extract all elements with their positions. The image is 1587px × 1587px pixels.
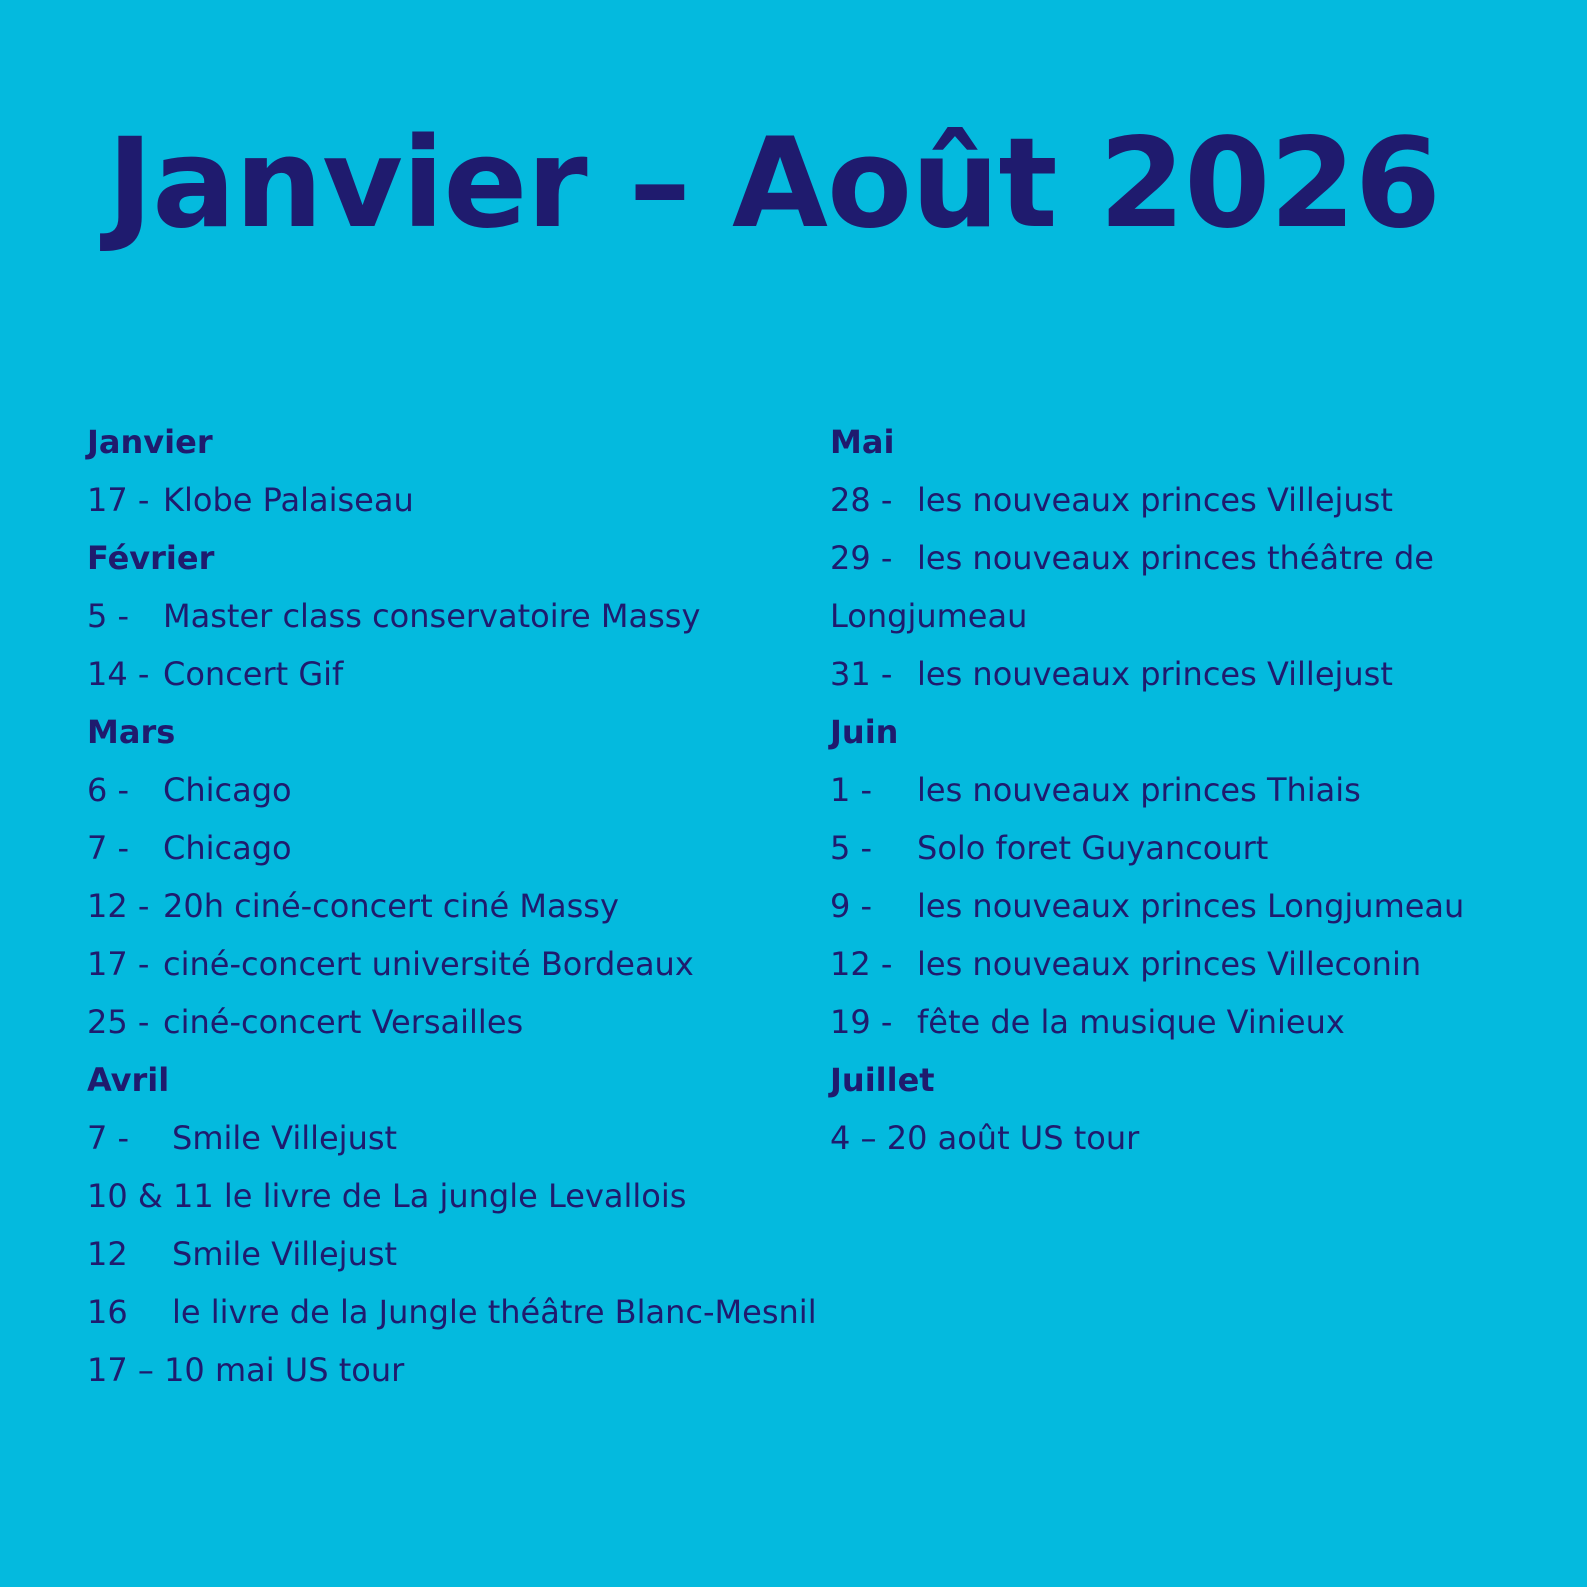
month-heading-fevrier: Février xyxy=(87,539,215,577)
page-title: Janvier – Août 2026 xyxy=(106,112,1440,256)
event-text: Master class conservatoire Massy xyxy=(163,597,701,635)
event-day: 12 - xyxy=(87,887,150,925)
month-heading-juillet: Juillet xyxy=(830,1061,935,1099)
month-heading-janvier: Janvier xyxy=(87,423,213,461)
event-item xyxy=(830,645,1550,703)
event-text: les nouveaux princes théâtre de xyxy=(917,539,1434,577)
event-item xyxy=(830,529,1550,587)
event-item xyxy=(87,1341,827,1399)
event-day: 6 - xyxy=(87,771,130,809)
month-heading-mai: Mai xyxy=(830,423,895,461)
event-day: 17 - xyxy=(87,945,150,983)
event-day: 7 - xyxy=(87,829,130,867)
event-day: 25 - xyxy=(87,1003,150,1041)
month-heading-mars: Mars xyxy=(87,713,176,751)
event-text: Solo foret Guyancourt xyxy=(917,829,1269,867)
event-text: Smile Villejust xyxy=(172,1119,398,1157)
event-text: Chicago xyxy=(163,771,292,809)
event-item xyxy=(87,645,827,703)
event-text: Smile Villejust xyxy=(172,1235,398,1273)
right-column xyxy=(830,413,1550,1167)
left-column xyxy=(87,413,827,1399)
event-item xyxy=(87,819,827,877)
event-text: ciné-concert Versailles xyxy=(163,1003,524,1041)
event-item xyxy=(87,993,827,1051)
event-text: ciné-concert université Bordeaux xyxy=(163,945,694,983)
event-item xyxy=(830,877,1550,935)
event-day: 28 - xyxy=(830,481,893,519)
event-day: 1 - xyxy=(830,771,873,809)
event-item xyxy=(87,1283,827,1341)
event-day: 5 - xyxy=(830,829,873,867)
event-item xyxy=(830,761,1550,819)
event-day: 7 - xyxy=(87,1119,130,1157)
month-heading-avril: Avril xyxy=(87,1061,170,1099)
event-item xyxy=(87,1109,827,1167)
event-text: Concert Gif xyxy=(163,655,344,693)
event-day: 14 - xyxy=(87,655,150,693)
event-text: Chicago xyxy=(163,829,292,867)
event-day: 17 - xyxy=(87,481,150,519)
event-item xyxy=(87,1167,827,1225)
event-item xyxy=(87,935,827,993)
event-day: 29 - xyxy=(830,539,893,577)
event-text: 10 & 11 le livre de La jungle Levallois xyxy=(87,1177,687,1215)
event-text: 20h ciné-concert ciné Massy xyxy=(163,887,619,925)
event-item xyxy=(87,587,827,645)
event-text: Klobe Palaiseau xyxy=(163,481,414,519)
event-text: le livre de la Jungle théâtre Blanc-Mesnil xyxy=(172,1293,817,1331)
event-text: 4 – 20 août US tour xyxy=(830,1119,1140,1157)
event-item xyxy=(830,471,1550,529)
event-item xyxy=(830,935,1550,993)
event-day: 31 - xyxy=(830,655,893,693)
event-text: les nouveaux princes Villejust xyxy=(917,481,1393,519)
event-item xyxy=(830,819,1550,877)
event-day: 5 - xyxy=(87,597,130,635)
event-text: les nouveaux princes Longjumeau xyxy=(917,887,1465,925)
event-text: Longjumeau xyxy=(830,597,1028,635)
event-text: les nouveaux princes Villejust xyxy=(917,655,1393,693)
event-item xyxy=(87,761,827,819)
event-day: 16 xyxy=(87,1293,128,1331)
event-item xyxy=(87,471,827,529)
event-item xyxy=(830,993,1550,1051)
event-text: les nouveaux princes Thiais xyxy=(917,771,1361,809)
event-item xyxy=(87,1225,827,1283)
event-item xyxy=(830,1109,1550,1167)
event-text: fête de la musique Vinieux xyxy=(917,1003,1345,1041)
event-day: 12 - xyxy=(830,945,893,983)
event-day: 19 - xyxy=(830,1003,893,1041)
event-item xyxy=(87,877,827,935)
event-day: 9 - xyxy=(830,887,873,925)
month-heading-juin: Juin xyxy=(830,713,899,751)
event-item-continuation xyxy=(830,587,1550,645)
event-text: les nouveaux princes Villeconin xyxy=(917,945,1422,983)
event-day: 12 xyxy=(87,1235,128,1273)
event-text: 17 – 10 mai US tour xyxy=(87,1351,405,1389)
